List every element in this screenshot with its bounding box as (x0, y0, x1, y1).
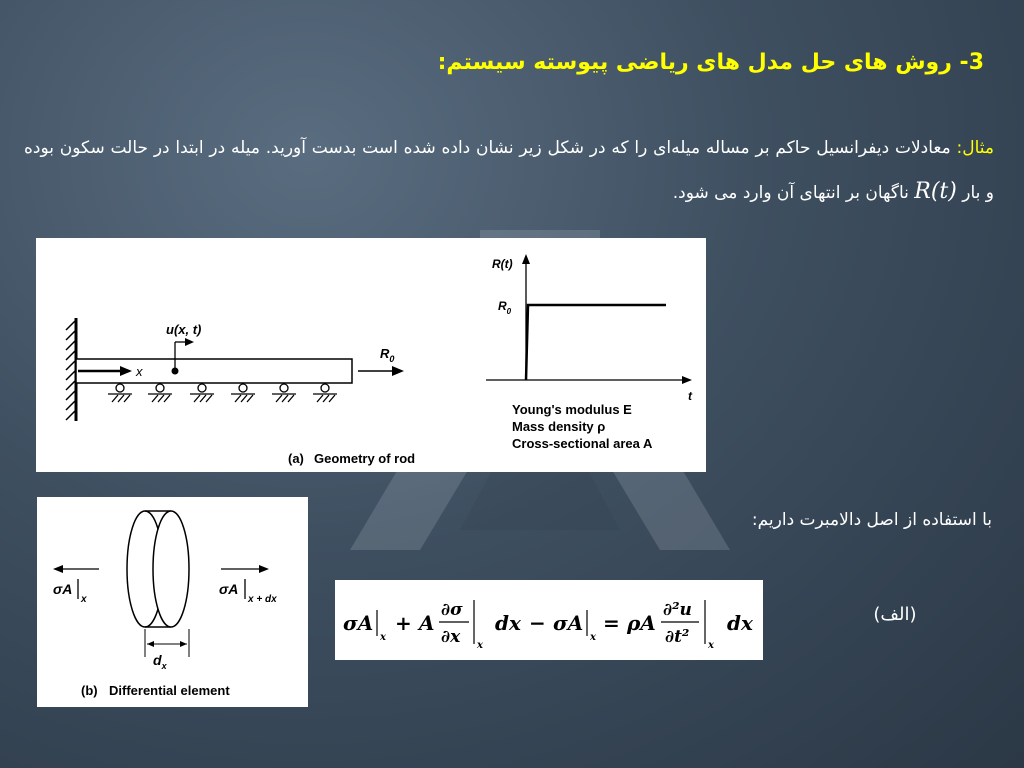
svg-text:=: = (603, 611, 620, 635)
svg-text:∂²u: ∂²u (663, 600, 692, 620)
svg-text:+: + (395, 611, 412, 635)
figure-a-caption: Geometry of rod (314, 451, 416, 466)
property-youngs-modulus: Young's modulus E (512, 402, 632, 417)
element-front-face (153, 511, 189, 627)
example-text-2: ناگهان بر انتهای آن وارد می شود. (672, 183, 909, 203)
graph-level-label: $R_0$ (498, 299, 512, 316)
svg-text:x: x (708, 640, 714, 651)
graph-x-label: t (688, 389, 692, 403)
x-axis-label: x (136, 364, 143, 379)
load-symbol: R(t) (914, 179, 957, 204)
graph-y-label: R(t) (492, 257, 513, 271)
svg-text:∂σ: ∂σ (441, 600, 463, 620)
dalembert-statement: با استفاده از اصل دالامبرت داریم: (751, 510, 992, 530)
roller-supports (108, 384, 337, 402)
svg-text:σA: σA (343, 611, 374, 635)
equation-image (335, 580, 763, 660)
example-label: مثال: (956, 138, 995, 158)
property-mass-density: Mass density ρ (512, 419, 606, 434)
svg-text:−: − (529, 611, 546, 635)
svg-text:x: x (590, 632, 596, 643)
example-text-1: معادلات دیفرانسیل حاکم بر مساله میله‌ای را که در شکل زیر نشان داده شده است بدست آورید. میله در ابتدا در حالت سکون بوده و بار (24, 138, 994, 203)
figure-b-caption: Differential element (109, 683, 230, 698)
right-force-sub: x + dx (248, 594, 277, 605)
svg-text:A: A (419, 611, 435, 635)
figure-rod-geometry (36, 238, 706, 472)
equation-label: (الف) (873, 604, 917, 625)
property-cross-section: Cross-sectional area A (512, 436, 653, 451)
right-force-label: σA (219, 581, 239, 597)
point-marker (172, 368, 179, 375)
slide-title: 3- روش های حل مدل های ریاضی پیوسته سیستم: (437, 50, 984, 75)
left-force-sub: x (81, 594, 87, 605)
svg-text:σA: σA (553, 611, 584, 635)
width-label: $d_x$ (153, 652, 167, 671)
load-label: $R_0$ (380, 346, 395, 364)
svg-text:∂x: ∂x (441, 627, 461, 647)
figure-differential-element (37, 497, 308, 707)
left-force-label: σA (53, 581, 73, 597)
svg-text:dx: dx (727, 611, 753, 635)
svg-text:x: x (477, 640, 483, 651)
displacement-label: u(x, t) (166, 322, 202, 337)
svg-text:ρA: ρA (627, 611, 656, 635)
figure-b-caption-tag: (b) (81, 683, 98, 698)
figure-a-caption-tag: (a) (288, 451, 304, 466)
example-paragraph (24, 126, 994, 215)
svg-text:∂t²: ∂t² (665, 627, 690, 647)
svg-text:x: x (380, 632, 386, 643)
step-function-line (526, 305, 666, 380)
svg-text:dx: dx (495, 611, 521, 635)
